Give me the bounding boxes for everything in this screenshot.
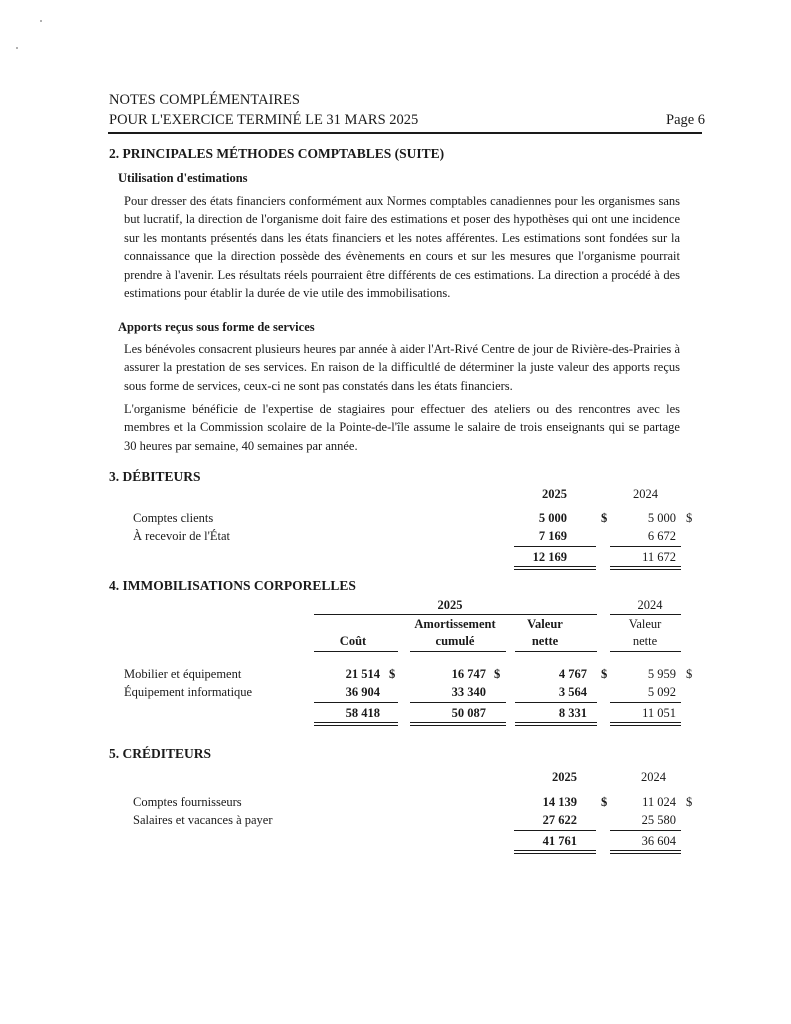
s4-row-2024: 5 959: [647, 667, 676, 681]
subtotal-rule: [514, 830, 596, 831]
scan-speck: [40, 20, 42, 22]
s4-total-2024: 11 051: [642, 706, 676, 720]
s3-total-2024: 11 672: [642, 550, 676, 564]
s4-header-rule: [515, 651, 597, 652]
s4-header-rule: [410, 651, 506, 652]
s3-row-currency: $: [601, 511, 608, 525]
estimations-title: Utilisation d'estimations: [118, 171, 248, 185]
s3-row-currency: $: [686, 511, 693, 525]
s4-total-nette: 8 331: [558, 706, 587, 720]
scan-speck: [16, 47, 18, 49]
s3-col-2024: 2024: [633, 487, 658, 501]
s4-row-nette: 4 767: [558, 667, 587, 681]
s4-row-currency: $: [601, 667, 608, 681]
section3-title: 3. DÉBITEURS: [109, 469, 201, 484]
s5-col-2024: 2024: [641, 770, 666, 784]
apports-paragraph-1: Les bénévoles consacrent plusieurs heures par année à aider l'Art-Rivé Centre de jour de Rivière-des-Prairies à assurer la prestation de ses services. En raison de la difficultlé de déterminer la juste valeur des apports reçus sous forme de services, ceux-ci ne sont pas constatés dans les états financiers.: [124, 342, 680, 393]
subtotal-rule: [610, 830, 681, 831]
total-double-rule: [515, 722, 597, 726]
subtotal-rule: [515, 702, 597, 703]
s4-row-cout: 36 904: [345, 685, 380, 699]
total-double-rule: [514, 566, 596, 570]
s5-row-label: Comptes fournisseurs: [133, 795, 242, 809]
s4-total-amort: 50 087: [451, 706, 486, 720]
total-double-rule: [610, 566, 681, 570]
s4-header-rule: [610, 651, 681, 652]
apports-title: Apports reçus sous forme de services: [118, 320, 315, 334]
s4-year-rule: [314, 614, 597, 615]
s3-row-2025: 5 000: [538, 511, 567, 525]
s4-year-2024: 2024: [637, 598, 663, 612]
s5-total-2025: 41 761: [542, 834, 577, 848]
s4-col-cout: Coût: [339, 634, 367, 648]
s3-total-2025: 12 169: [532, 550, 567, 564]
s4-col-amort-1: Amortissement: [414, 617, 496, 631]
s4-row-amort: 33 340: [451, 685, 486, 699]
s5-total-2024: 36 604: [641, 834, 676, 848]
total-double-rule: [610, 722, 681, 726]
s4-col-amort-2: cumulé: [435, 634, 475, 648]
apports-paragraph-2: L'organisme bénéficie de l'expertise de stagiaires pour effectuer des ateliers ou des rencontres avec les membres et la Commission scolaire de la Pointe-de-l'île assume le salaire de trois enseignants qui se partage 30 heures par semaine, 40 semaines par année.: [124, 402, 680, 453]
section2-title: 2. PRINCIPALES MÉTHODES COMPTABLES (SUITE): [109, 146, 445, 161]
s4-total-cout: 58 418: [345, 706, 380, 720]
s5-row-currency: $: [601, 795, 608, 809]
s5-row-2025: 27 622: [542, 813, 577, 827]
s5-row-2025: 14 139: [542, 795, 577, 809]
s4-row-currency: $: [494, 667, 501, 681]
subtotal-rule: [610, 702, 681, 703]
s3-row-2024: 6 672: [647, 529, 676, 543]
section5-title: 5. CRÉDITEURS: [109, 746, 212, 761]
total-double-rule: [410, 722, 506, 726]
s3-row-2024: 5 000: [647, 511, 676, 525]
s4-year-2025: 2025: [437, 598, 463, 612]
s5-row-currency: $: [686, 795, 693, 809]
s4-col-valeur-2: nette: [531, 634, 559, 648]
header-rule: [108, 132, 702, 134]
s4-col-valeur-1: Valeur: [527, 617, 563, 631]
header-title-line2: POUR L'EXERCICE TERMINÉ LE 31 MARS 2025: [109, 112, 419, 128]
s4-col-valeur24-2: nette: [632, 634, 658, 648]
page-number: Page 6: [666, 112, 706, 128]
estimations-paragraph: Pour dresser des états financiers conformément aux Normes comptables canadiennes pour les organismes sans but lucratif, la direction de l'organisme doit faire des estimations et poser des hypothèses qui ont une incidence sur les montants présentés dans les états financiers et les notes afférentes. Les estimations sont fondées sur la connaissance que la direction possède des évènements en cours et sur les mesures que l'organisme pourrait prendre à l'avenir. Les résultats réels pourraient être différents de ces estimations. La direction a procédé à des estimations pour établir la durée de vie utile des immobilisations.: [124, 194, 680, 301]
s5-row-label: Salaires et vacances à payer: [133, 813, 273, 827]
total-double-rule: [610, 850, 681, 854]
s5-row-2024: 25 580: [641, 813, 676, 827]
s3-col-2025: 2025: [542, 487, 567, 501]
s4-row-currency: $: [389, 667, 396, 681]
s4-row-amort: 16 747: [451, 667, 486, 681]
s4-header-rule: [314, 651, 398, 652]
s4-row-cout: 21 514: [345, 667, 380, 681]
total-double-rule: [514, 850, 596, 854]
s4-row-label: Équipement informatique: [124, 685, 253, 699]
subtotal-rule: [610, 546, 681, 547]
s4-row-2024: 5 092: [647, 685, 676, 699]
subtotal-rule: [514, 546, 596, 547]
s5-row-2024: 11 024: [642, 795, 676, 809]
subtotal-rule: [410, 702, 506, 703]
s4-row-nette: 3 564: [558, 685, 587, 699]
s4-row-currency: $: [686, 667, 693, 681]
s3-row-label: Comptes clients: [133, 511, 214, 525]
section4-title: 4. IMMOBILISATIONS CORPORELLES: [109, 578, 356, 593]
s5-col-2025: 2025: [552, 770, 577, 784]
s4-row-label: Mobilier et équipement: [124, 667, 242, 681]
total-double-rule: [314, 722, 398, 726]
s3-row-2025: 7 169: [538, 529, 567, 543]
s4-year-rule: [610, 614, 681, 615]
s4-col-valeur24-1: Valeur: [628, 617, 662, 631]
header-title-line1: NOTES COMPLÉMENTAIRES: [109, 92, 300, 108]
subtotal-rule: [314, 702, 398, 703]
s3-row-label: À recevoir de l'État: [133, 529, 230, 543]
